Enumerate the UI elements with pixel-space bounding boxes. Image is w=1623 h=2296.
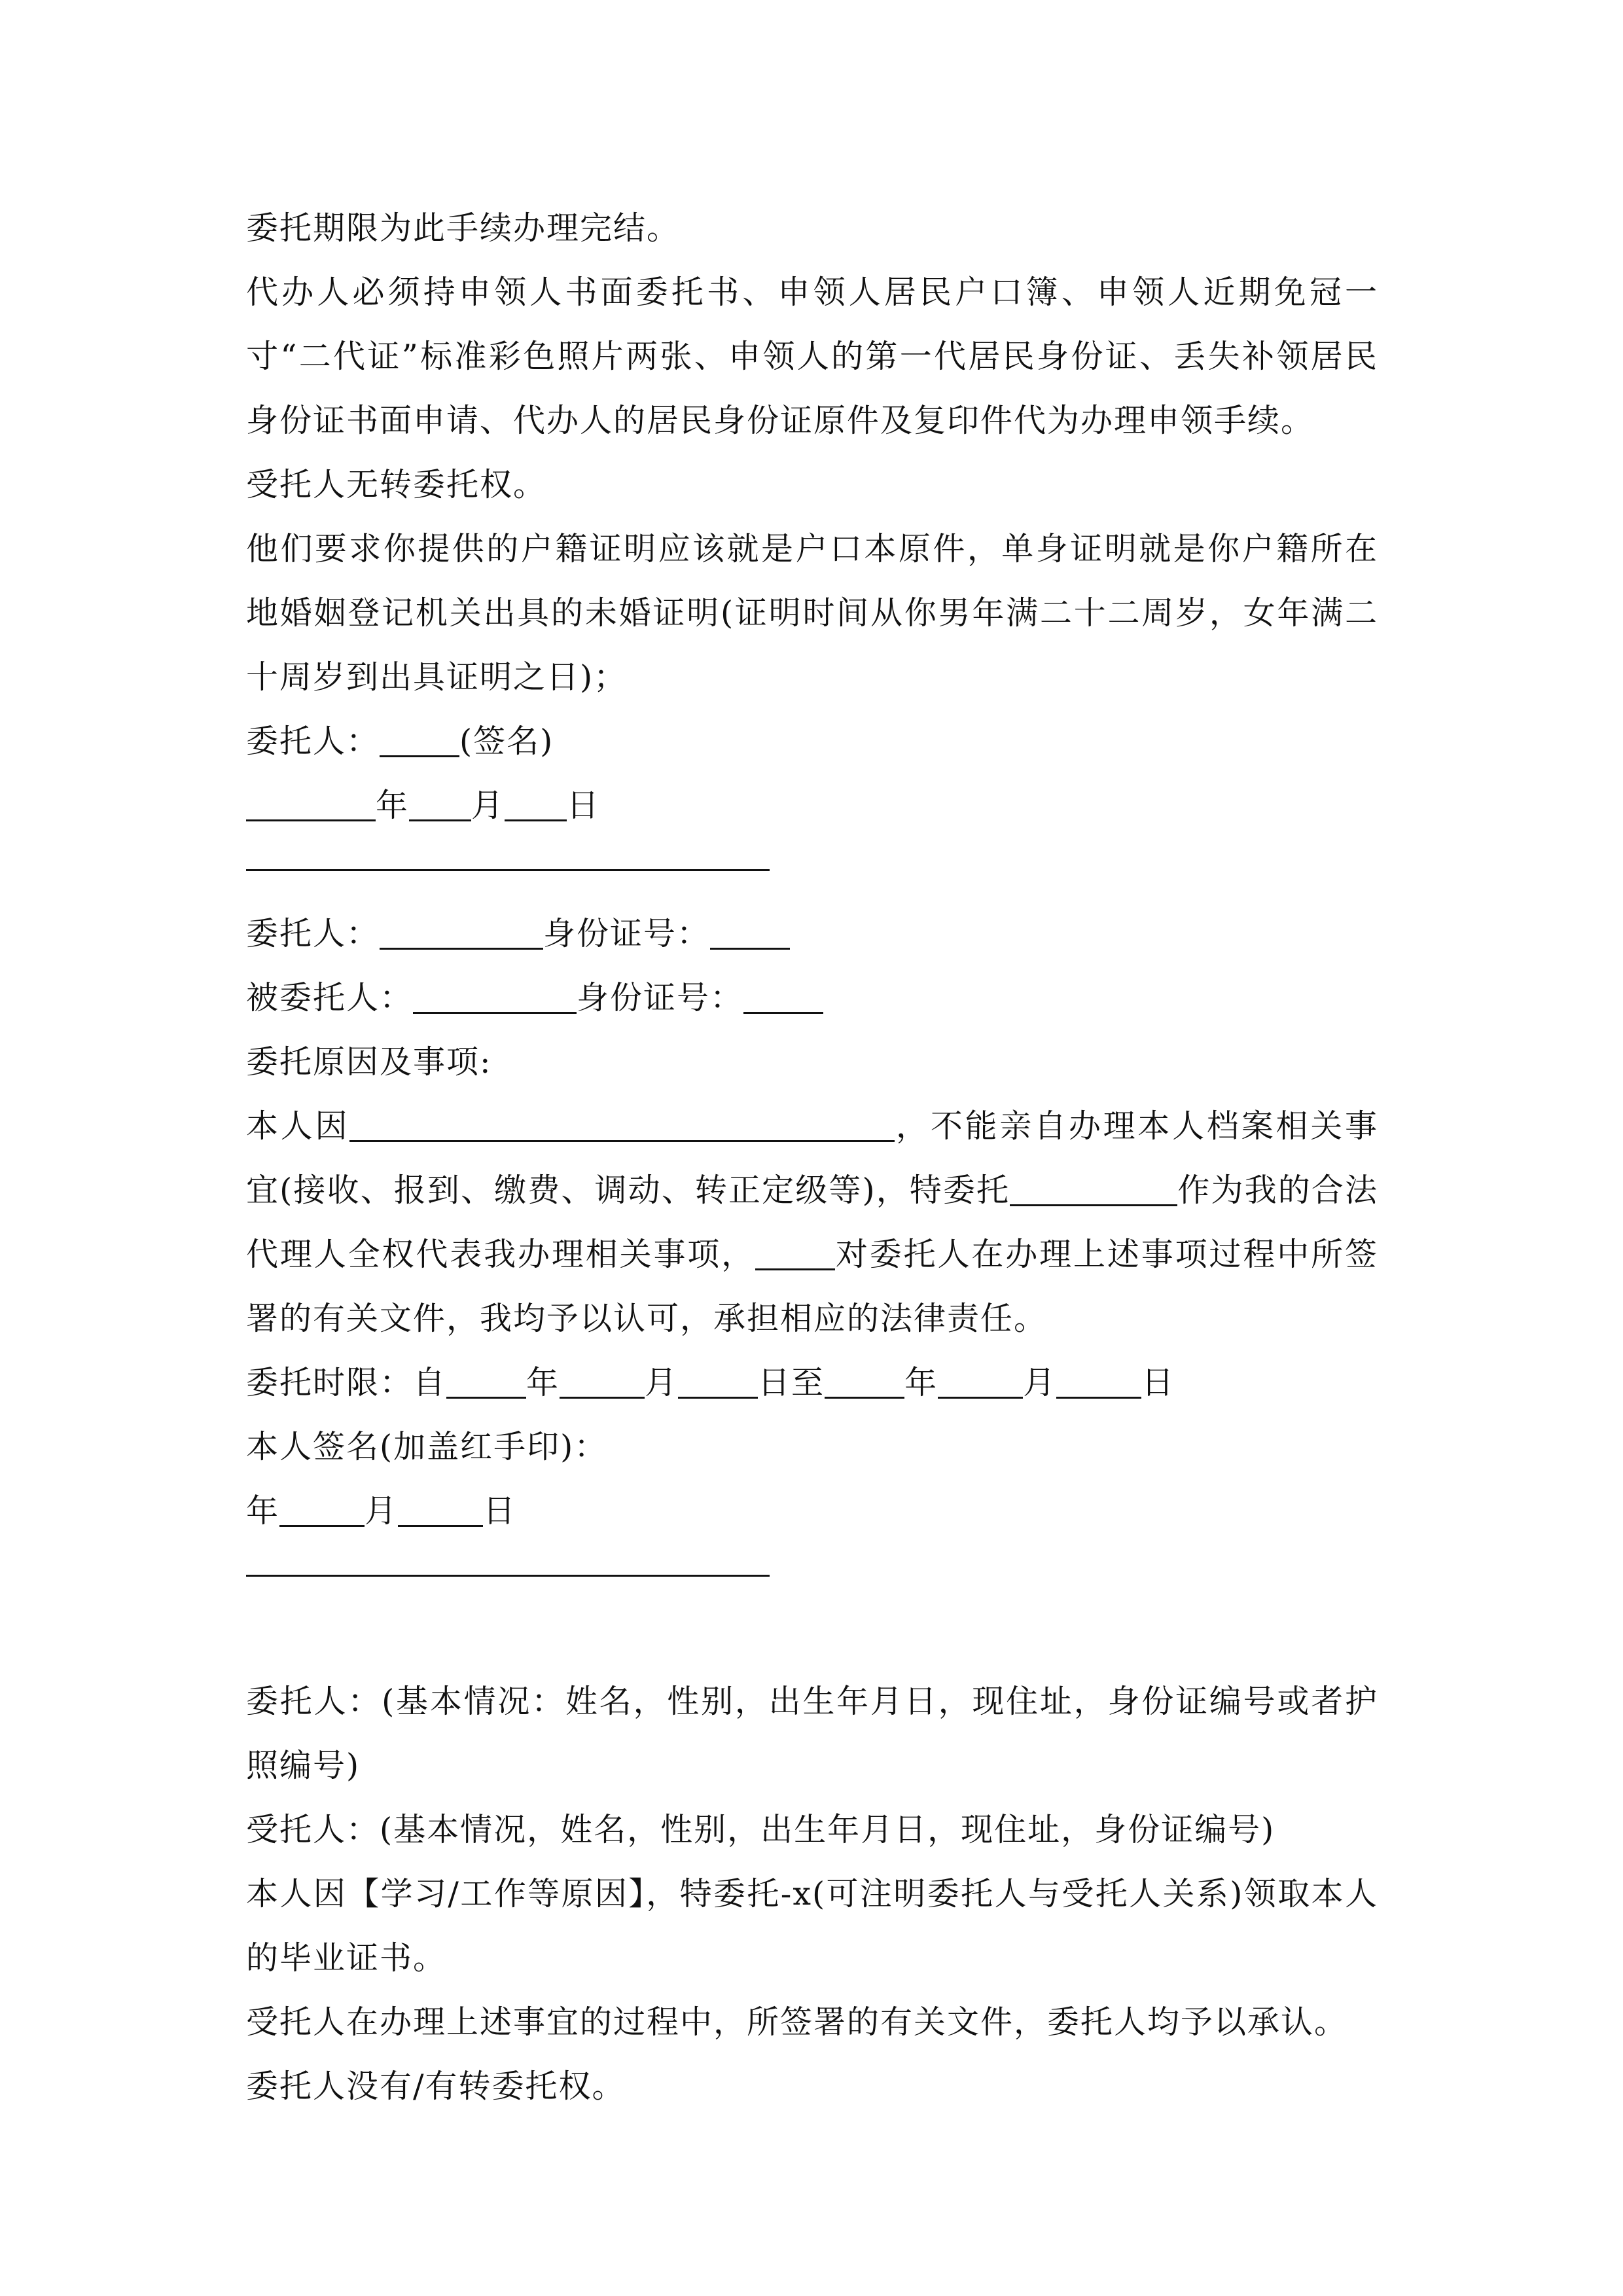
agent-info-paragraph: 受托人：(基本情况，姓名，性别，出生年月日，现住址，身份证编号) bbox=[246, 1811, 1275, 1848]
to-month-blank bbox=[938, 1363, 1023, 1399]
transfer-right-paragraph: 委托人没有/有转委托权。 bbox=[246, 2068, 626, 2105]
paragraph-agent-requirements: 代办人必须持申领人书面委托书、申领人居民户口簿、申领人近期免冠一寸“二代证”标准彩色照片两张、申领人的第一代居民身份证、丢失补领居民身份证书面申请、代办人的居民身份证原件及复印件代为办理申领手续。 bbox=[246, 274, 1378, 439]
agent-id-number-blank bbox=[743, 978, 823, 1014]
day-blank bbox=[398, 1491, 483, 1527]
date-line-1 bbox=[246, 774, 1378, 838]
year-label: 年 bbox=[376, 787, 410, 824]
acceptance-paragraph: 受托人在办理上述事宜的过程中，所签署的有关文件，委托人均予以承认。 bbox=[246, 2003, 1348, 2041]
id-number-label: 身份证号： bbox=[543, 915, 711, 952]
paragraph-term: 委托期限为此手续办理完结。 bbox=[246, 209, 681, 247]
day-to-label: 日至 bbox=[758, 1364, 825, 1401]
section-divider-2 bbox=[246, 1543, 1378, 1607]
reason-title: 委托原因及事项: bbox=[246, 1043, 492, 1081]
day-label: 日 bbox=[567, 787, 601, 824]
paragraph-no-subdelegation: 受托人无转委托权。 bbox=[246, 466, 547, 503]
month-blank bbox=[409, 785, 471, 821]
year-label: 年 bbox=[904, 1364, 938, 1401]
from-month-blank bbox=[560, 1363, 645, 1399]
month-label: 月 bbox=[1023, 1364, 1057, 1401]
day-label: 日 bbox=[483, 1492, 517, 1530]
client-label: 委托人： bbox=[246, 915, 380, 952]
period-label: 委托时限：自 bbox=[246, 1364, 447, 1401]
id-number-blank bbox=[710, 914, 790, 950]
agent-id-number-label: 身份证号： bbox=[577, 979, 744, 1016]
text-segment: 作为我的合法代理人全权代表我办理相关事项， bbox=[246, 1172, 1378, 1273]
section-divider-1 bbox=[246, 838, 1378, 902]
client-id-line bbox=[246, 902, 1378, 966]
agent-name-blank bbox=[413, 978, 577, 1014]
agent-id-line bbox=[246, 966, 1378, 1030]
agent-name-blank-3 bbox=[755, 1234, 835, 1270]
text-segment: 对委托人在办理上述事项过程中所签署的有关文件，我均予以认可，承担相应的法律责任。 bbox=[246, 1236, 1378, 1337]
period-line bbox=[246, 1351, 1378, 1415]
day-label: 日 bbox=[1141, 1364, 1175, 1401]
from-day-blank bbox=[678, 1363, 758, 1399]
agent-name-blank-2 bbox=[1010, 1170, 1177, 1206]
client-name-blank bbox=[380, 914, 543, 950]
year-label: 年 bbox=[526, 1364, 560, 1401]
signature-label: 委托人： bbox=[246, 723, 380, 760]
date-line-2 bbox=[246, 1479, 1378, 1543]
month-label: 月 bbox=[645, 1364, 679, 1401]
delegation-paragraph bbox=[246, 1094, 1378, 1351]
paragraph-household-proof: 他们要求你提供的户籍证明应该就是户口本原件，单身证明就是你户籍所在地婚姻登记机关出具的未婚证明(证明时间从你男年满二十二周岁，女年满二十周岁到出具证明之日)； bbox=[246, 530, 1378, 696]
signature-line-1 bbox=[246, 709, 1378, 774]
text-segment: 本人因 bbox=[246, 1107, 350, 1145]
document-body bbox=[246, 196, 1378, 2119]
to-year-blank bbox=[825, 1363, 904, 1399]
year-blank bbox=[246, 785, 376, 821]
year-label: 年 bbox=[246, 1492, 280, 1530]
certificate-paragraph: 本人因【学习/工作等原因】，特委托-x(可注明委托人与受托人关系)领取本人的毕业证书。 bbox=[246, 1875, 1378, 1977]
to-day-blank bbox=[1056, 1363, 1141, 1399]
signature-blank bbox=[380, 721, 459, 757]
from-year-blank bbox=[446, 1363, 526, 1399]
client-info-paragraph: 委托人：(基本情况：姓名，性别，出生年月日，现住址，身份证编号或者护照编号) bbox=[246, 1683, 1378, 1784]
month-label: 月 bbox=[471, 787, 505, 824]
signature-note: (签名) bbox=[459, 723, 554, 760]
signature-line-2: 本人签名(加盖红手印)： bbox=[246, 1428, 608, 1465]
text-segment: ，不能亲自办理本人档案相关事宜(接收、报到、缴费、调动、转正定级等)，特委托 bbox=[246, 1107, 1378, 1209]
month-label: 月 bbox=[365, 1492, 399, 1530]
month-blank bbox=[279, 1491, 365, 1527]
reason-blank bbox=[349, 1106, 895, 1142]
spacer bbox=[246, 1607, 1378, 1670]
day-blank bbox=[505, 785, 567, 821]
agent-label: 被委托人： bbox=[246, 979, 414, 1016]
